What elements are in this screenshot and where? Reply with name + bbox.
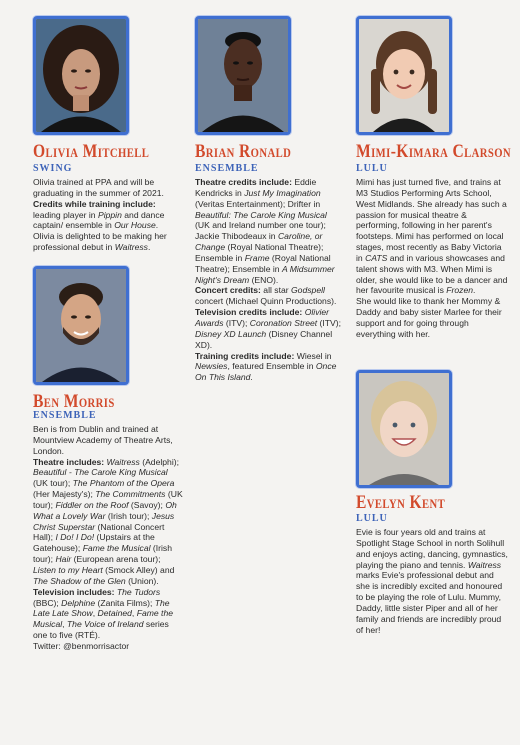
performer-role: SWING: [33, 163, 73, 174]
performer-name: Olivia Mitchell: [33, 141, 150, 162]
performer-role: ENSEMBLE: [33, 410, 97, 421]
performer-role: ENSEMBLE: [195, 163, 259, 174]
performer-bio: [33, 424, 183, 652]
headshot-ben-morris: [33, 266, 129, 385]
bio-paragraph: Credits while training include: leading player in Pippin and dance captain/ ensemble in Our House.: [33, 198, 165, 231]
performer-name: Mimi-Kimara Clarson: [356, 141, 512, 162]
headshot-brian-ronald: [195, 16, 291, 135]
headshot-mimi-kimara-clarson: [356, 16, 452, 135]
bio-paragraph: Theatre includes: Waitress (Adelphi); Beautiful - The Carole King Musical (UK tour); The Phantom of the Opera (Her Majesty's); The Commitments (UK tour); Fiddler on the Roof (Savoy); Oh What a Lovely War (Irish tour); Jesus Christ Superstar (National Concert Hall); I Do! I Do! (Upstairs at the Gatehouse); Fame the Musical (Irish tour); Hair (European arena tour); Listen to my Heart (Smock Alley) and The Shadow of the Glen (Union).: [33, 456, 183, 586]
bio-paragraph: Ben is from Dublin and trained at Mountview Academy of Theatre Arts, London.: [33, 424, 173, 456]
performer-bio: [356, 527, 508, 635]
bio-paragraph: Television includes: The Tudors (BBC); Delphine (Zanita Films); The Late Late Show, Detained, Fame the Musical, The Voice of Ireland series one to five (RTÉ).: [33, 586, 174, 641]
performer-role: LULU: [356, 163, 388, 174]
headshot-olivia-mitchell: [33, 16, 129, 135]
bio-paragraph: Training credits include: Wiesel in Newsies, featured Ensemble in Once On This Island.: [195, 350, 337, 383]
performer-bio: [356, 177, 508, 340]
performer-name: Brian Ronald: [195, 141, 292, 162]
bio-paragraph: Olivia is delighted to be making her professional debut in Waitress.: [33, 231, 167, 253]
performer-bio: [33, 177, 185, 253]
bio-paragraph: Mimi has just turned five, and trains at M3 Studios Performing Arts School, West Midlands. She already has such a passion for musical theatre & performing, following in her parent's footsteps. Mimi has performed on local stages, most recently as Baby Victoria in CATS and in various showcases and talent shows with M3. When Mimi is older, she would like to be a dancer and her favourite musical is Frozen.: [356, 177, 508, 296]
performer-bio: [195, 177, 343, 383]
bio-paragraph: Twitter: @benmorrisactor: [33, 640, 130, 651]
bio-paragraph: Concert credits: all star Godspell concert (Michael Quinn Productions).: [195, 285, 337, 307]
bio-paragraph: Olivia trained at PPA and will be graduating in the summer of 2021.: [33, 177, 164, 198]
headshot-evelyn-kent: [356, 370, 452, 488]
performer-name: Ben Morris: [33, 391, 115, 412]
bio-paragraph: Television credits include: Olivier Awards (ITV); Coronation Street (ITV); Disney XD Launch (Disney Channel XD).: [195, 307, 342, 350]
bio-paragraph: She would like to thank her Mommy & Daddy and baby sister Marlee for their support and for going through everything with her.: [356, 296, 502, 339]
bio-paragraph: Evie is four years old and trains at Spotlight Stage School in north Solihull and enjoys acting, dancing, gymnastics, playing the piano and tennis. Waitress marks Evie's professional debut and she is incredibly excited and honoured to be playing the role of Lulu. Mummy, Daddy, little sister Piper and all of her family and friends are incredibly proud of her!: [356, 527, 508, 635]
performer-name: Evelyn Kent: [356, 492, 446, 513]
performer-role: LULU: [356, 513, 388, 524]
bio-paragraph: Theatre credits include: Eddie Kendricks in Just My Imagination (Veritas Entertainment); Drifter in Beautiful: The Carole King Musical (UK and Ireland number one tour); Jackie Thibodeaux in Caroline, or Change (Royal National Theatre); Ensemble in Frame (Royal National Theatre); Ensemble in A Midsummer Night's Dream (ENO).: [195, 177, 335, 285]
